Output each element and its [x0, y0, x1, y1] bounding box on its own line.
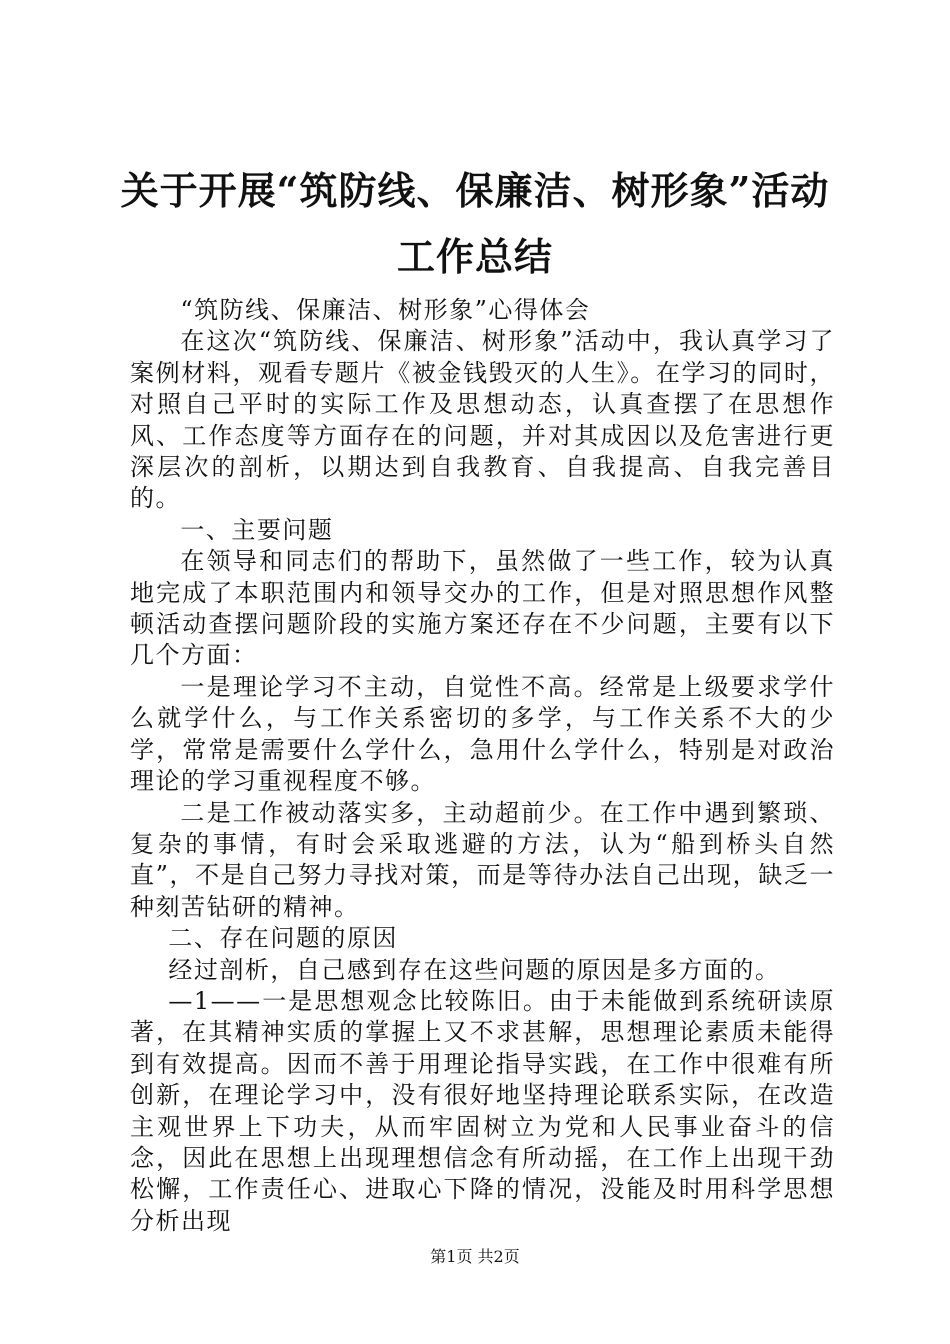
intro-paragraph: 在这次“筑防线、保廉洁、树形象”活动中，我认真学习了案例材料，观看专题片《被金钱毁灭的人生》。在学习的同时，对照自己平时的实际工作及思想动态，认真查摆了在思想作风、工作态度等方面存在的问题，并对其成因以及危害进行更深层次的剖析，以期达到自我教育、自我提高、自我完善目的。: [130, 327, 835, 513]
problem-two-paragraph: 二是工作被动落实多，主动超前少。在工作中遇到繁琐、复杂的事情，有时会采取逃避的方法，认为“船到桥头自然直”，不是自己努力寻找对策，而是等待办法自己出现，缺乏一种刻苦钻研的精神。: [130, 798, 835, 921]
problem-one-paragraph: 一是理论学习不主动，自觉性不高。经常是上级要求学什么就学什么，与工作关系密切的多学，与工作关系不大的少学，常常是需要什么学什么，急用什么学什么，特别是对政治理论的学习重视程度不够。: [130, 672, 835, 796]
problems-paragraph: 在领导和同志们的帮助下，虽然做了一些工作，较为认真地完成了本职范围内和领导交办的工作，但是对照思想作风整顿活动查摆问题阶段的实施方案还存在不少问题，主要有以下几个方面：: [130, 547, 835, 670]
document-body: [130, 295, 835, 1237]
section-heading-causes: 二、存在问题的原因: [168, 924, 398, 953]
causes-intro-paragraph: 经过剖析，自己感到存在这些问题的原因是多方面的。: [168, 955, 781, 984]
section-heading-main-problems: 一、主要问题: [180, 515, 334, 544]
page-number-footer: 第1页 共2页: [430, 1247, 520, 1266]
page-title: 关于开展“筑防线、保廉洁、树形象”活动工作总结: [120, 168, 830, 279]
subtitle-paragraph: “筑防线、保廉洁、树形象”心得体会: [180, 296, 591, 324]
cause-one-paragraph: —1——一是思想观念比较陈旧。由于未能做到系统研读原著，在其精神实质的掌握上又不求甚解，思想理论素质未能得到有效提高。因而不善于用理论指导实践，在工作中很难有所创新，在理论学习中，没有很好地坚持理论联系实际，在改造主观世界上下功夫，从而牢固树立为党和人民事业奋斗的信念，因此在思想上出现理想信念有所动摇，在工作上出现干劲松懈，工作责任心、进取心下降的情况，没能及时用科学思想分析出现: [130, 986, 835, 1235]
